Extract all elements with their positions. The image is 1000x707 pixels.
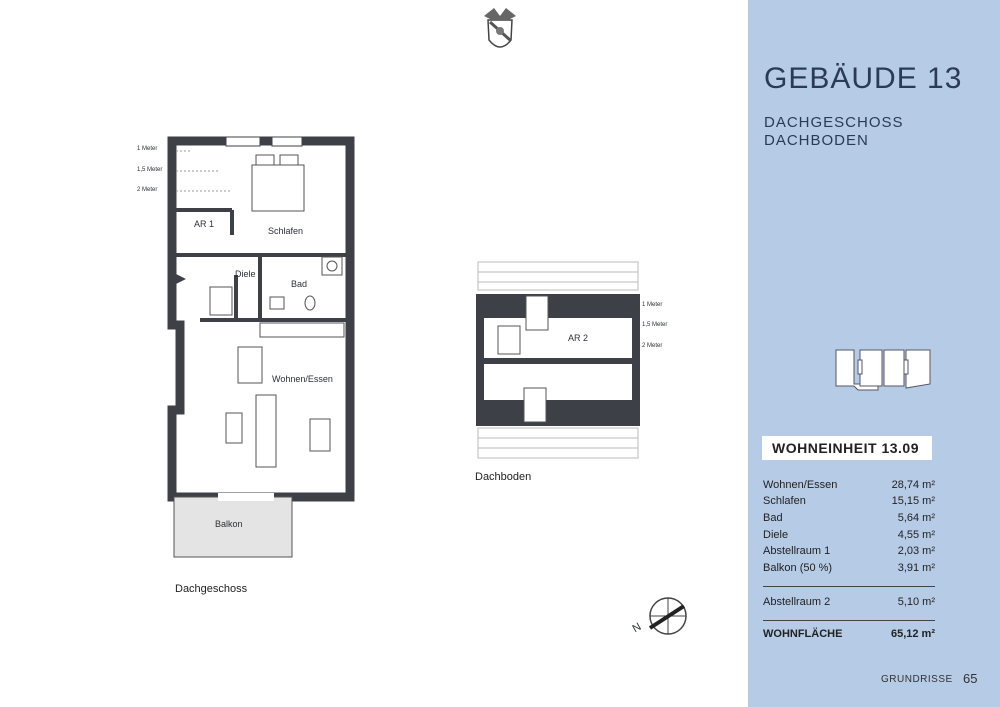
building-title: GEBÄUDE 13 [764,62,963,95]
room-label-ar2: AR 2 [568,333,589,343]
footer-section-label: GRUNDRISSE [881,674,953,685]
room-label-ar1: AR 1 [194,219,215,229]
coat-of-arms-logo [478,6,522,58]
height-label-15m: 1,5 Meter [137,167,163,173]
extra-area-name: Abstellraum 2 [763,596,831,608]
unit-name: WOHNEINHEIT 13.09 [772,440,919,456]
room-label-diele: Diele [235,269,256,279]
floor-label: DACHGESCHOSS [764,114,904,131]
area-row-value: 28,74 m² [891,479,935,491]
building-outline-icon [834,346,932,394]
attic-label: DACHBODEN [764,132,869,149]
area-row-name: Schlafen [763,495,806,507]
dachgeschoss-plan [130,135,370,565]
area-row-name: Abstellraum 1 [763,545,831,557]
dachboden-plan [474,260,642,460]
info-sidebar [748,0,1000,707]
area-row [763,512,935,528]
area-row-value: 2,03 m² [897,545,935,557]
area-row [763,479,935,495]
area-row-name: Wohnen/Essen [763,479,838,491]
total-area-row [763,628,935,644]
attic-height-1m: 1 Meter [642,302,663,308]
height-label-2m: 2 Meter [137,187,158,193]
room-label-balkon: Balkon [215,519,243,529]
room-label-schlafen: Schlafen [268,226,304,236]
area-row-name: Balkon (50 %) [763,562,833,574]
divider [763,620,935,621]
area-row-value: 5,64 m² [897,512,935,524]
page-number: 65 [963,671,978,686]
unit-name-box [762,436,932,460]
area-row-value: 15,15 m² [891,495,935,507]
plan-caption-dachgeschoss: Dachgeschoss [175,583,248,595]
extra-area-value: 5,10 m² [897,596,935,608]
compass-icon [628,594,692,644]
area-row-value: 4,55 m² [897,529,935,541]
area-row-name: Diele [763,529,789,541]
height-label-1m: 1 Meter [137,146,158,152]
divider [763,586,935,587]
total-area-name: WOHNFLÄCHE [763,628,843,640]
extra-area-row [763,596,935,612]
room-label-bad: Bad [291,279,308,289]
area-row-name: Bad [763,512,783,524]
area-row [763,529,935,545]
plan-caption-dachboden: Dachboden [475,471,532,483]
area-row-value: 3,91 m² [897,562,935,574]
attic-height-2m: 2 Meter [642,343,663,349]
attic-height-15m: 1,5 Meter [642,322,668,328]
room-label-wohnen: Wohnen/Essen [272,374,333,384]
area-row [763,562,935,578]
total-area-value: 65,12 m² [890,628,935,640]
compass-north-label: N [630,620,644,636]
area-row [763,545,935,561]
area-row [763,495,935,511]
